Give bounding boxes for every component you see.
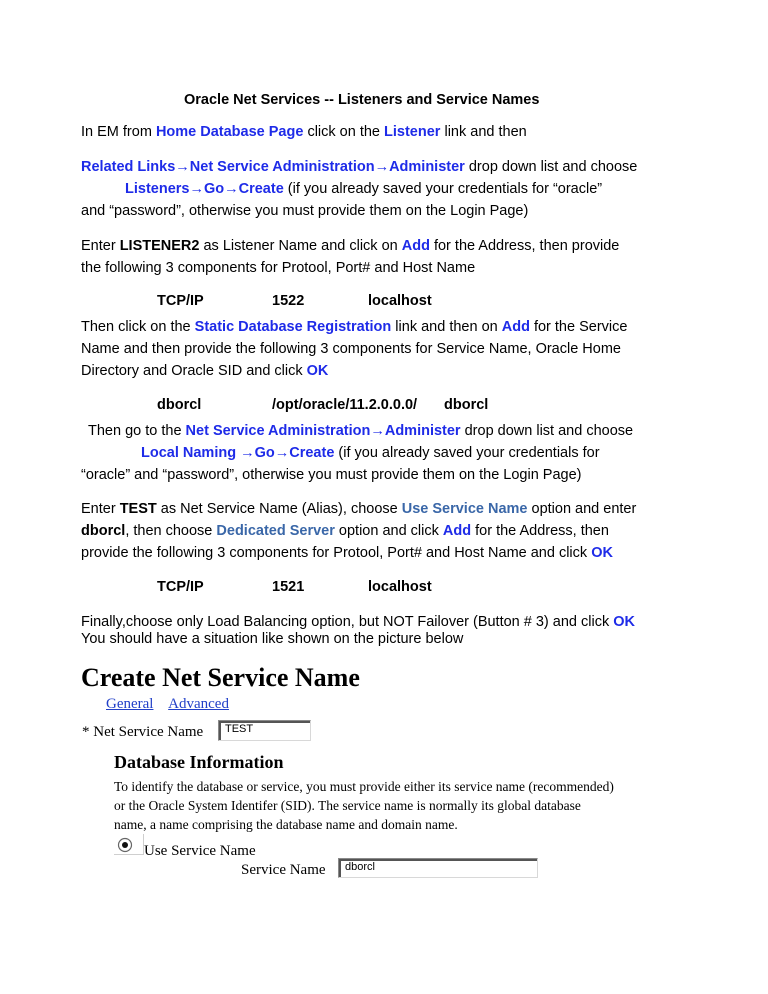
paragraph-2-line-2: Listeners→Go→Create (if you already saved your credentials for “oracle” <box>125 181 603 197</box>
paragraph-7-line-1: Finally,choose only Load Balancing option, but NOT Failover (Button # 3) and click OK <box>81 614 635 630</box>
description: To identify the database or service, you must provide either its service name (recommended) or the Oracle System Identifer (SID). The service name is normally its global database name, a name comprising the database name and domain name. <box>114 779 614 832</box>
row1-host: localhost <box>368 293 432 309</box>
arrow-icon: → <box>274 445 290 461</box>
paragraph-5-line-3: “oracle” and “password”, otherwise you must provide them on the Login Page) <box>81 467 582 483</box>
arrow-icon: → <box>374 159 390 175</box>
document-title: Oracle Net Services -- Listeners and Service Names <box>184 92 540 108</box>
paragraph-3-line-2: the following 3 components for Protool, Port# and Host Name <box>81 260 476 276</box>
paragraph-5-line-2: Local Naming →Go→Create (if you already saved your credentials for <box>141 445 600 461</box>
paragraph-1: In EM from Home Database Page click on the Listener link and then <box>81 124 527 140</box>
paragraph-2-line-3: and “password”, otherwise you must provide them on the Login Page) <box>81 203 529 219</box>
tab-advanced[interactable]: Advanced <box>168 696 229 712</box>
arrow-icon: → <box>370 423 385 439</box>
service-name-label: Service Name <box>241 862 326 878</box>
net-service-name-label: * Net Service Name <box>82 724 204 740</box>
paragraph-6-line-1: Enter TEST as Net Service Name (Alias), choose Use Service Name option and enter <box>81 501 637 517</box>
paragraph-2-line-1: Related Links→Net Service Administration→Administer drop down list and choose <box>81 159 638 175</box>
home-database-page-ref: Home Database Page <box>155 124 304 140</box>
paragraph-6-line-2: dborcl, then choose Dedicated Server option and click Add for the Address, then <box>81 523 609 539</box>
tab-general[interactable]: General <box>106 696 154 712</box>
service-name-input[interactable]: dborcl <box>338 858 538 878</box>
arrow-icon: → <box>240 445 255 461</box>
paragraph-5-line-1: Then go to the Net Service Administration→Administer drop down list and choose <box>88 423 634 439</box>
row2-oracle-home: /opt/oracle/11.2.0.0.0/ <box>272 397 418 413</box>
row1-protocol: TCP/IP <box>157 293 204 309</box>
section-title: Database Information <box>114 752 284 772</box>
paragraph-6-line-3: provide the following 3 components for Protool, Port# and Host Name and click OK <box>81 545 613 561</box>
arrow-icon: → <box>189 181 204 197</box>
paragraph-3-line-1: Enter LISTENER2 as Listener Name and click on Add for the Address, then provide <box>81 238 620 254</box>
row3-host: localhost <box>368 579 432 595</box>
listener-ref: Listener <box>384 124 441 140</box>
row1-port: 1522 <box>272 293 305 309</box>
paragraph-7-line-2: You should have a situation like shown on the picture below <box>81 631 464 647</box>
paragraph-4-line-2: Name and then provide the following 3 components for Service Name, Oracle Home <box>81 341 621 357</box>
arrow-icon: → <box>224 181 239 197</box>
paragraph-4-line-1: Then click on the Static Database Registration link and then on Add for the Service <box>81 319 628 335</box>
use-service-name-label: Use Service Name <box>144 843 256 859</box>
row2-sid: dborcl <box>444 397 489 413</box>
net-service-name-input[interactable]: TEST <box>218 720 311 741</box>
arrow-icon: → <box>175 159 190 175</box>
paragraph-4-line-3: Directory and Oracle SID and click OK <box>81 363 329 379</box>
row3-protocol: TCP/IP <box>157 579 204 595</box>
tab-bar <box>106 696 229 713</box>
row2-service-name: dborcl <box>157 397 202 413</box>
screenshot-heading: Create Net Service Name <box>81 663 360 692</box>
row3-port: 1521 <box>272 579 305 595</box>
radio-selected-icon <box>117 837 133 853</box>
use-service-name-radio[interactable] <box>114 834 144 855</box>
